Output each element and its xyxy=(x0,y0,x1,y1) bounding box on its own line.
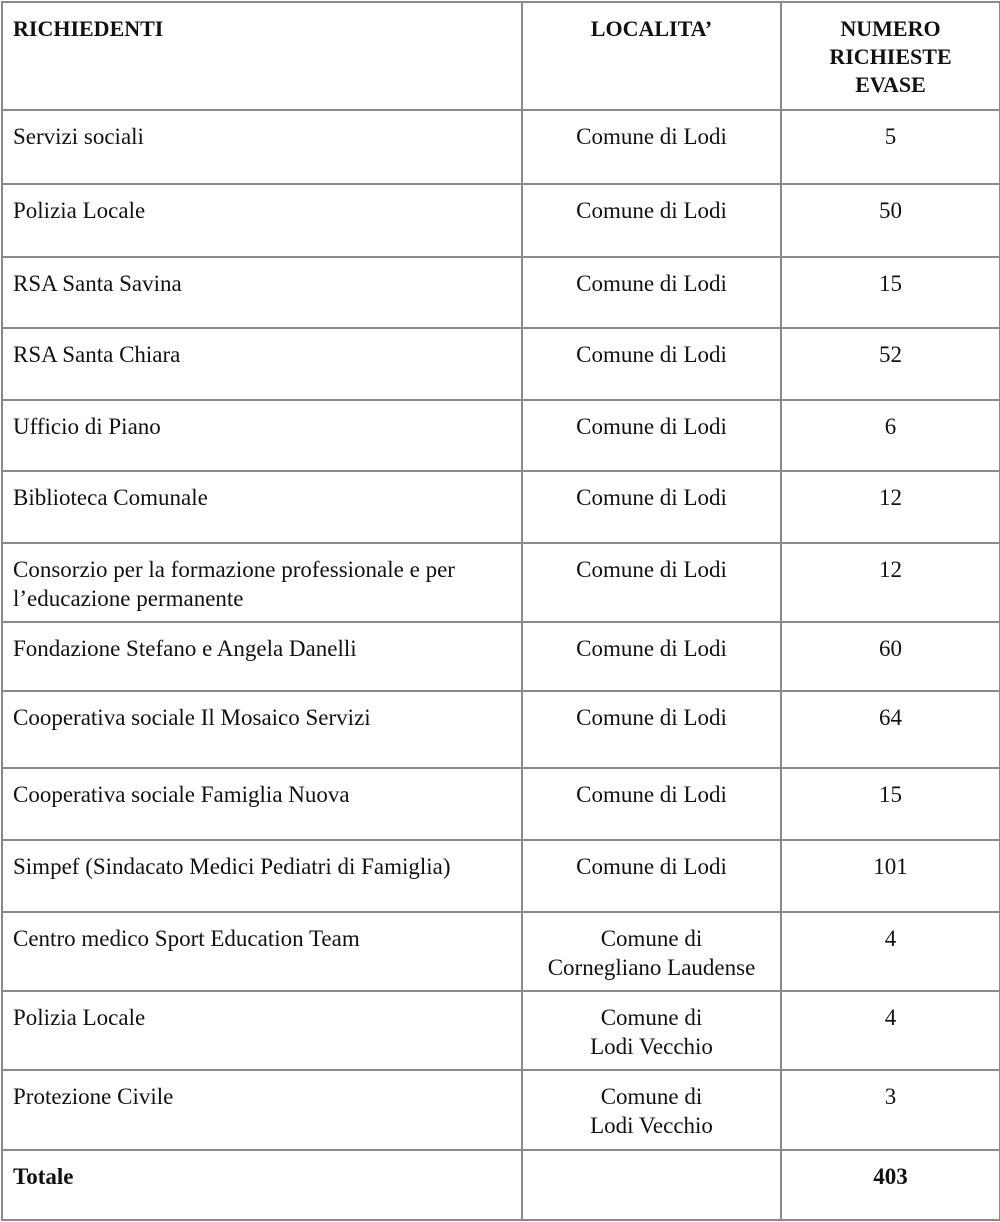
cell-localita xyxy=(522,184,781,257)
cell-localita xyxy=(522,768,781,840)
localita-line: Comune di xyxy=(600,1084,703,1109)
cell-localita xyxy=(522,1070,781,1150)
localita-line: Comune di Lodi xyxy=(576,271,727,296)
cell-richiedente: RSA Santa Savina xyxy=(2,257,522,328)
cell-richiedente: Servizi sociali xyxy=(2,110,522,184)
header-numero-line: NUMERO xyxy=(840,16,941,41)
localita-line: Cornegliano Laudense xyxy=(547,955,756,980)
localita-line: Comune di Lodi xyxy=(576,485,727,510)
cell-richiedente: Cooperativa sociale Il Mosaico Servizi xyxy=(2,691,522,768)
cell-richiedente: Protezione Civile xyxy=(2,1070,522,1150)
cell-numero: 4 xyxy=(781,912,1000,991)
total-row xyxy=(2,1150,1000,1220)
cell-numero: 50 xyxy=(781,184,1000,257)
cell-richiedente: Fondazione Stefano e Angela Danelli xyxy=(2,622,522,691)
cell-localita xyxy=(522,328,781,400)
cell-numero: 60 xyxy=(781,622,1000,691)
cell-numero: 64 xyxy=(781,691,1000,768)
table-row xyxy=(2,184,1000,257)
cell-localita xyxy=(522,840,781,912)
table-row xyxy=(2,400,1000,471)
cell-localita xyxy=(522,471,781,543)
localita-line: Comune di Lodi xyxy=(576,198,727,223)
cell-localita xyxy=(522,543,781,622)
cell-localita xyxy=(522,400,781,471)
localita-line: Comune di Lodi xyxy=(576,342,727,367)
header-richiedenti: RICHIEDENTI xyxy=(2,2,522,110)
localita-line: Comune di Lodi xyxy=(576,705,727,730)
cell-richiedente: Polizia Locale xyxy=(2,991,522,1070)
table-row xyxy=(2,912,1000,991)
cell-numero: 6 xyxy=(781,400,1000,471)
localita-line: Lodi Vecchio xyxy=(590,1113,713,1138)
localita-line: Comune di Lodi xyxy=(576,636,727,661)
localita-line: Comune di Lodi xyxy=(576,124,727,149)
cell-richiedente: Cooperativa sociale Famiglia Nuova xyxy=(2,768,522,840)
table-row xyxy=(2,840,1000,912)
table-row xyxy=(2,543,1000,622)
cell-numero: 101 xyxy=(781,840,1000,912)
header-numero-richieste xyxy=(781,2,1000,110)
cell-numero: 5 xyxy=(781,110,1000,184)
cell-numero: 4 xyxy=(781,991,1000,1070)
cell-numero: 3 xyxy=(781,1070,1000,1150)
localita-line: Lodi Vecchio xyxy=(590,1034,713,1059)
cell-richiedente: Consorzio per la formazione professionale e per l’educazione permanente xyxy=(2,543,522,622)
header-row xyxy=(2,2,1000,110)
localita-line: Comune di xyxy=(600,1005,703,1030)
table-row xyxy=(2,471,1000,543)
localita-line: Comune di xyxy=(600,926,703,951)
header-richieste-line: RICHIESTE xyxy=(829,44,952,69)
table-row xyxy=(2,110,1000,184)
localita-line: Comune di Lodi xyxy=(576,782,727,807)
cell-localita xyxy=(522,691,781,768)
table-body xyxy=(2,110,1000,1220)
requests-table xyxy=(1,1,1000,1221)
cell-numero: 12 xyxy=(781,471,1000,543)
cell-richiedente: Biblioteca Comunale xyxy=(2,471,522,543)
cell-richiedente: RSA Santa Chiara xyxy=(2,328,522,400)
localita-line: Comune di Lodi xyxy=(576,557,727,582)
cell-numero: 15 xyxy=(781,257,1000,328)
localita-line: Comune di Lodi xyxy=(576,854,727,879)
cell-localita xyxy=(522,991,781,1070)
table-row xyxy=(2,328,1000,400)
cell-numero: 12 xyxy=(781,543,1000,622)
cell-localita xyxy=(522,110,781,184)
cell-richiedente: Ufficio di Piano xyxy=(2,400,522,471)
table-row xyxy=(2,1070,1000,1150)
table-row xyxy=(2,768,1000,840)
total-localita xyxy=(522,1150,781,1220)
table-row xyxy=(2,622,1000,691)
cell-numero: 52 xyxy=(781,328,1000,400)
cell-richiedente: Centro medico Sport Education Team xyxy=(2,912,522,991)
table-row xyxy=(2,991,1000,1070)
table-row xyxy=(2,257,1000,328)
total-label: Totale xyxy=(2,1150,522,1220)
localita-line: Comune di Lodi xyxy=(576,414,727,439)
cell-numero: 15 xyxy=(781,768,1000,840)
cell-localita xyxy=(522,912,781,991)
cell-richiedente: Polizia Locale xyxy=(2,184,522,257)
cell-localita xyxy=(522,622,781,691)
header-evase-line: EVASE xyxy=(855,72,926,97)
cell-localita xyxy=(522,257,781,328)
cell-richiedente: Simpef (Sindacato Medici Pediatri di Famiglia) xyxy=(2,840,522,912)
table-row xyxy=(2,691,1000,768)
total-count: 403 xyxy=(781,1150,1000,1220)
header-localita: LOCALITA’ xyxy=(522,2,781,110)
